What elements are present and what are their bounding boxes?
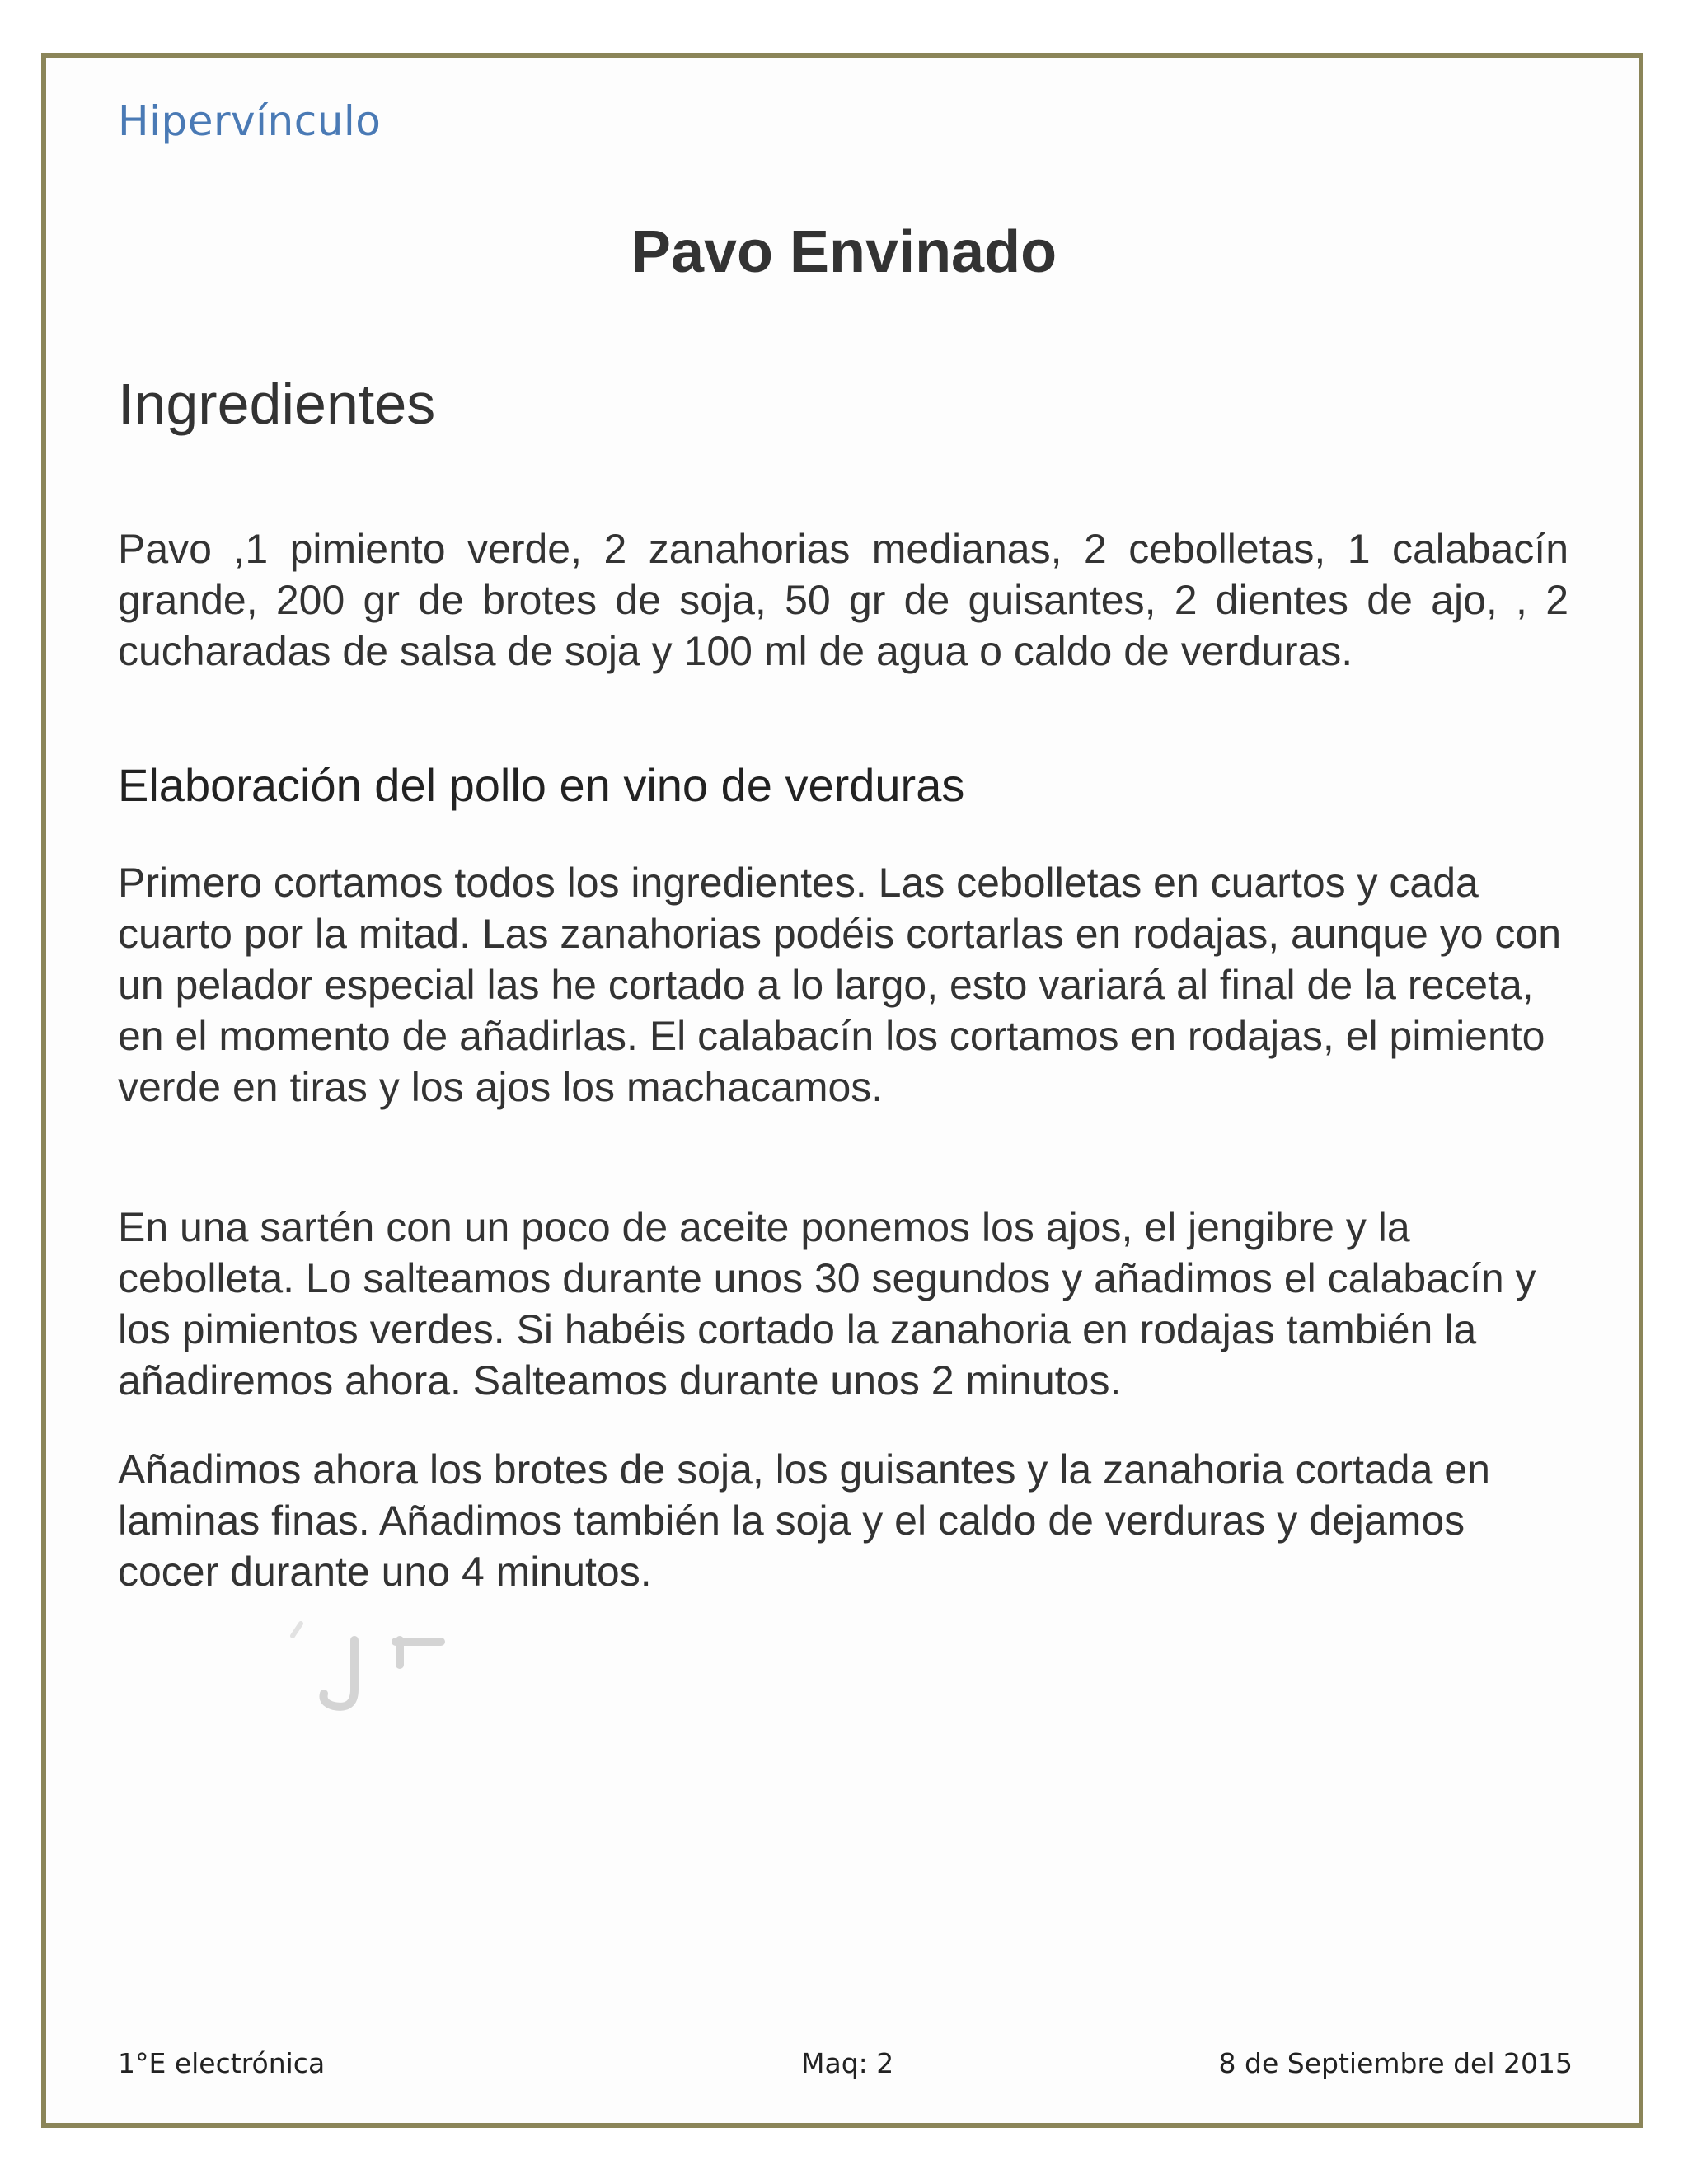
ingredients-heading: Ingredientes <box>118 372 436 436</box>
footer-machine: Maq: 2 <box>801 2047 894 2079</box>
footer-date: 8 de Septiembre del 2015 <box>1218 2047 1573 2079</box>
footer-course: 1°E electrónica <box>118 2047 326 2079</box>
elaboration-paragraph-1: Primero cortamos todos los ingredientes. Las cebolletas en cuartos y cada cuarto por la mitad. Las zanahorias podéis cortarlas en rodajas, aunque yo con un pelador especial las he cortado a lo largo, esto variará al final de la receta, en el momento de añadirlas. El calabacín los cortamos en rodajas, el pimiento verde en tiras y los ajos los machacamos. <box>118 860 1562 1110</box>
elaboration-heading: Elaboración del pollo en vino de verduras <box>118 759 965 811</box>
elaboration-paragraph-2: En una sartén con un poco de aceite ponemos los ajos, el jengibre y la cebolleta. Lo salteamos durante unos 30 segundos y añadimos el calabacín y los pimientos verdes. Si habéis cortado la zanahoria en rodajas también la añadiremos ahora. Salteamos durante unos 2 minutos. <box>118 1204 1536 1404</box>
ingredients-paragraph: Pavo ,1 pimiento verde, 2 zanahorias medianas, 2 cebolletas, 1 calabacín grande, 200 gr de brotes de soja, 50 gr de guisantes, 2 dientes de ajo, , 2 cucharadas de salsa de soja y 100 ml de agua o caldo de verduras. <box>118 526 1568 674</box>
elaboration-paragraph-3: Añadimos ahora los brotes de soja, los guisantes y la zanahoria cortada en laminas finas. Añadimos también la soja y el caldo de verduras y dejamos cocer durante uno 4 minutos. <box>118 1446 1490 1595</box>
hyperlink[interactable]: Hipervínculo <box>118 97 382 145</box>
document-title: Pavo Envinado <box>631 219 1057 285</box>
